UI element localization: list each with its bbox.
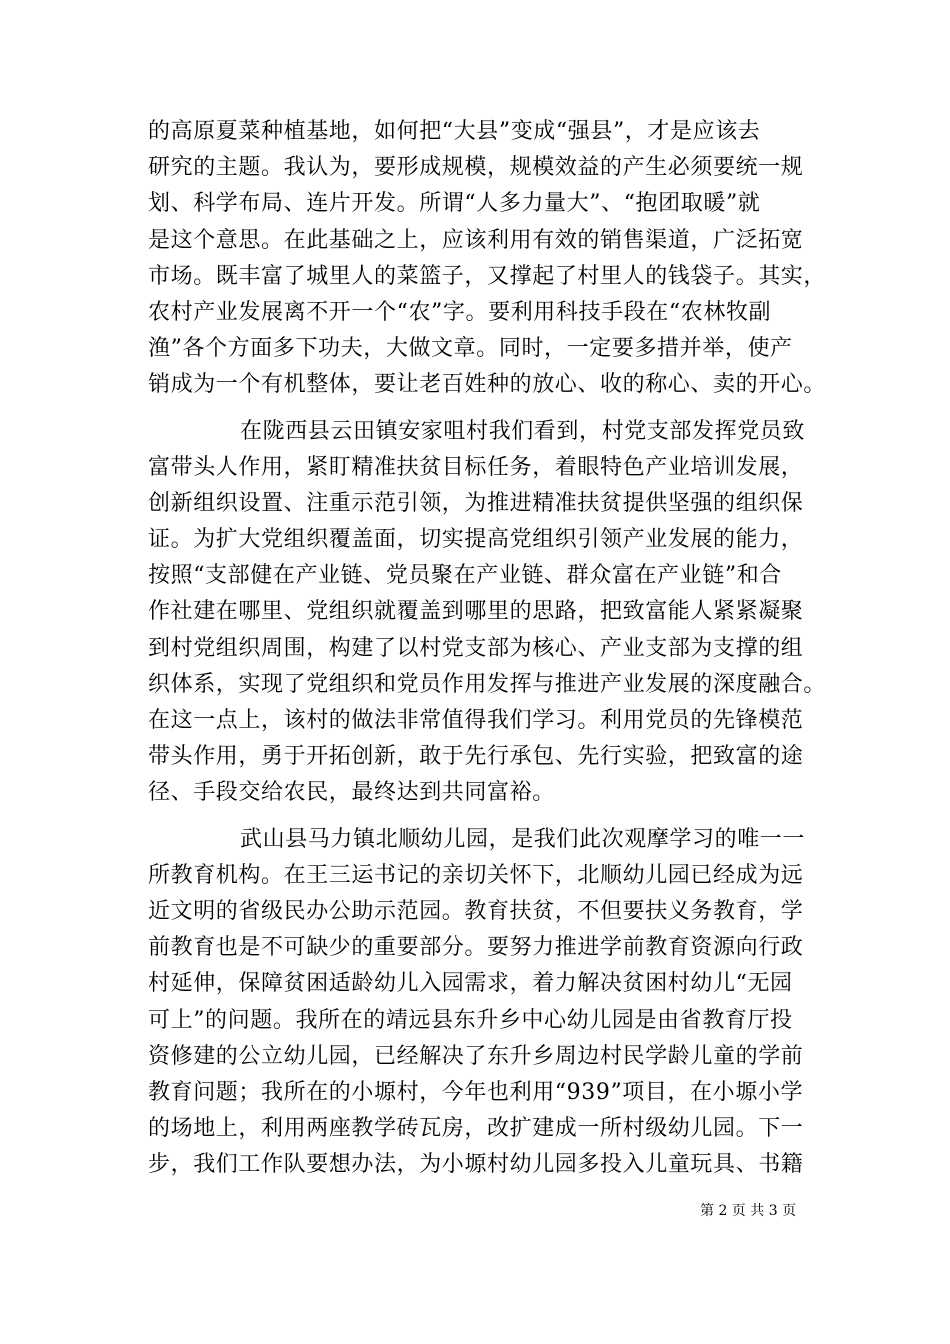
text-line: 证。为扩大党组织覆盖面，切实提高党组织引领产业发展的能力， (148, 527, 804, 553)
text-line: 到村党组织周围，构建了以村党支部为核心、产业支部为支撑的组 (148, 635, 804, 661)
text-line: 织体系，实现了党组织和党员作用发挥与推进产业发展的深度融合。 (148, 671, 827, 697)
body-text (148, 114, 827, 1183)
text-line: 前教育也是不可缺少的重要部分。要努力推进学前教育资源向行政 (148, 935, 804, 961)
text-line: 市场。既丰富了城里人的菜篮子，又撑起了村里人的钱袋子。其实， (148, 263, 827, 289)
text-line: 村延伸，保障贫困适龄幼儿入园需求，着力解决贫困村幼儿“无园 (148, 971, 793, 997)
text-line: 按照“支部健在产业链、党员聚在产业链、群众富在产业链”和合 (148, 563, 782, 589)
text-line: 富带头人作用，紧盯精准扶贫目标任务，着眼特色产业培训发展， (148, 454, 804, 480)
text-line: 径、手段交给农民，最终达到共同富裕。 (148, 780, 555, 806)
text-line: 的高原夏菜种植基地，如何把“大县”变成“强县”，才是应该去 (148, 119, 761, 144)
text-line: 的场地上，利用两座教学砖瓦房，改扩建成一所村级幼儿园。下一 (148, 1116, 804, 1142)
text-line: 销成为一个有机整体，要让老百姓种的放心、收的称心、卖的开心。 (148, 372, 827, 398)
text-line: 划、科学布局、连片开发。所谓“人多力量大”、“抱团取暖”就 (148, 191, 761, 217)
text-line: 作社建在哪里、党组织就覆盖到哪里的思路，把致富能人紧紧凝聚 (148, 599, 804, 625)
text-line: 步，我们工作队要想办法，为小塬村幼儿园多投入儿童玩具、书籍 (148, 1152, 804, 1178)
text-line: 资修建的公立幼儿园，已经解决了东升乡周边村民学龄儿童的学前 (148, 1043, 804, 1069)
text-line: 创新组织设置、注重示范引领，为推进精准扶贫提供坚强的组织保 (148, 490, 804, 516)
page-number-footer: 第 2 页 共 3 页 (700, 1203, 797, 1219)
text-line: 教育问题；我所在的小塬村，今年也利用“939”项目，在小塬小学 (148, 1079, 804, 1105)
text-line: 在这一点上，该村的做法非常值得我们学习。利用党员的先锋模范 (148, 708, 804, 733)
text-line: 渔”各个方面多下功夫，大做文章。同时，一定要多措并举，使产 (148, 336, 793, 362)
text-line: 可上”的问题。我所在的靖远县东升乡中心幼儿园是由省教育厅投 (148, 1007, 793, 1033)
paragraph-first-line: 在陇西县云田镇安家咀村我们看到，村党支部发挥党员致 (240, 418, 806, 444)
text-line: 近文明的省级民办公助示范园。教育扶贫，不但要扶义务教育，学 (148, 898, 804, 924)
text-line: 农村产业发展离不开一个“农”字。要利用科技手段在“农林牧副 (148, 299, 772, 325)
paragraph-first-line: 武山县马力镇北顺幼儿园，是我们此次观摩学习的唯一一 (240, 826, 806, 852)
text-line: 研究的主题。我认为，要形成规模，规模效益的产生必须要统一规 (148, 155, 804, 181)
text-line: 所教育机构。在王三运书记的亲切关怀下，北顺幼儿园已经成为远 (148, 862, 804, 888)
text-line: 是这个意思。在此基础之上，应该利用有效的销售渠道，广泛拓宽 (148, 227, 804, 253)
text-line: 带头作用，勇于开拓创新，敢于先行承包、先行实验，把致富的途 (148, 744, 804, 770)
